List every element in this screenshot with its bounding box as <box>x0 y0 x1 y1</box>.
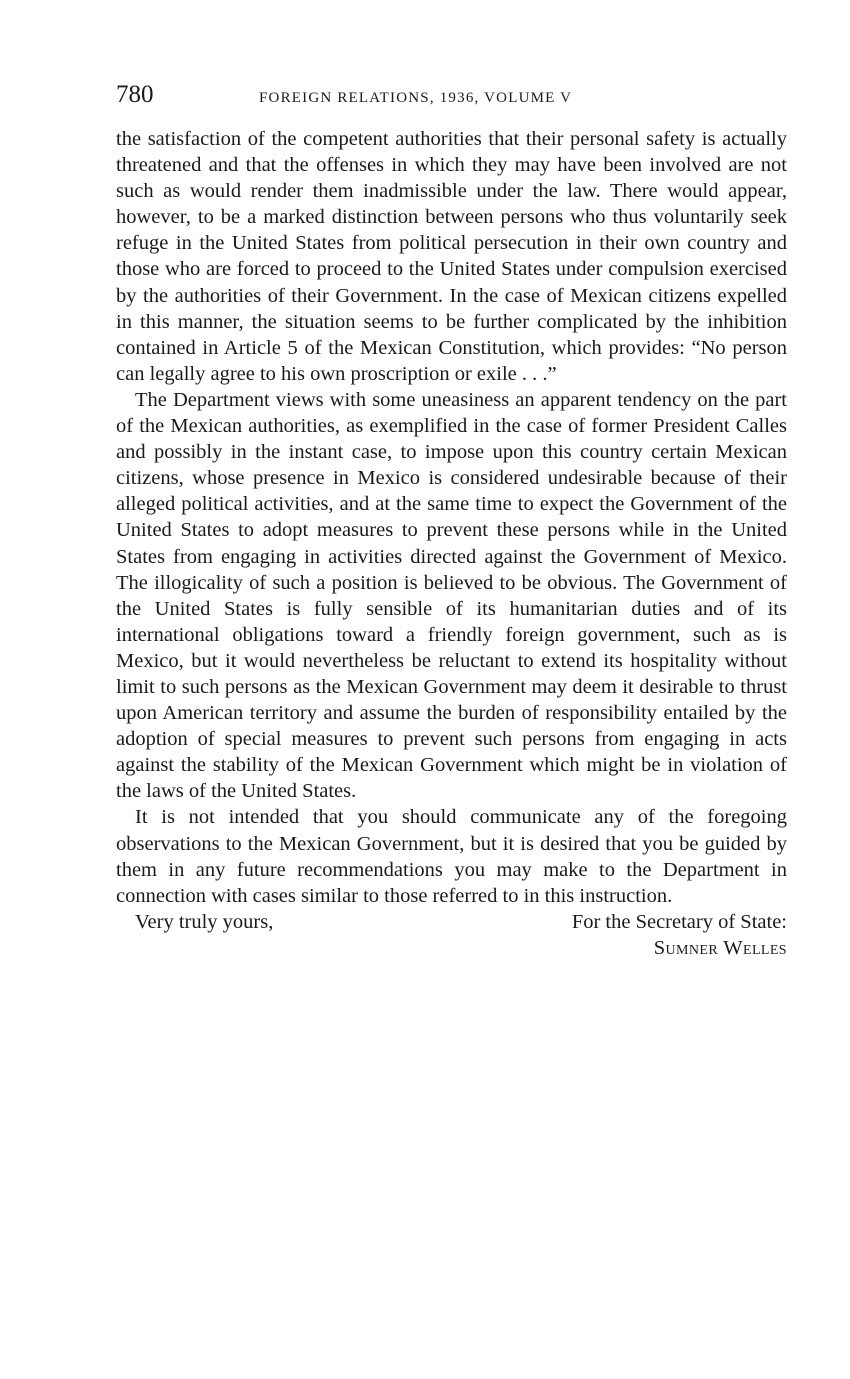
page-header <box>116 80 787 114</box>
document-body <box>116 126 787 909</box>
running-head: FOREIGN RELATIONS, 1936, VOLUME V <box>259 90 573 106</box>
complimentary-close: Very truly yours, <box>135 910 274 933</box>
letter-closing <box>116 909 787 963</box>
page-number: 780 <box>116 81 154 108</box>
signature-attribution: For the Secretary of State: <box>571 910 787 933</box>
document-page <box>116 80 787 963</box>
paragraph: It is not intended that you should communicate any of the foregoing observations to the Mexican Government, but it is desired that you be guided by them in any future recommendations you may make to the Department in connection with cases similar to those referred to in this instruction. <box>116 806 787 907</box>
paragraph-continued: the satisfaction of the competent authorities that their personal safety is actually threatened and that the offenses in which they may have been involved are not such as would render them inadmissible under the law. There would appear, however, to be a marked distinction between persons who thus voluntarily seek refuge in the United States from political persecution in their own country and those who are forced to proceed to the United States under compulsion exercised by the authorities of their Government. In the case of Mexican citizens expelled in this manner, the situation seems to be further complicated by the inhibition contained in Article 5 of the Mexican Constitution, which provides: “No person can legally agree to his own proscription or exile . . .” <box>116 128 787 385</box>
signature-name: Sumner Welles <box>653 936 787 959</box>
paragraph: The Department views with some uneasiness an apparent tendency on the part of the Mexican authorities, as exemplified in the case of former President Calles and possibly in the instant case, to impose upon this country certain Mexican citizens, whose presence in Mexico is considered undesirable because of their alleged political activities, and at the same time to expect the Government of the United States to adopt measures to prevent these persons while in the United States from engaging in activities directed against the Government of Mexico. The illogicality of such a position is believed to be obvious. The Government of the United States is fully sensible of its humanitarian duties and of its international obligations toward a friendly foreign government, such as is Mexico, but it would nevertheless be reluctant to extend its hospitality without limit to such persons as the Mexican Government may deem it desirable to thrust upon American territory and assume the burden of responsibility entailed by the adoption of special measures to prevent such persons from engaging in acts against the stability of the Mexican Government which might be in violation of the laws of the United States. <box>116 388 787 803</box>
